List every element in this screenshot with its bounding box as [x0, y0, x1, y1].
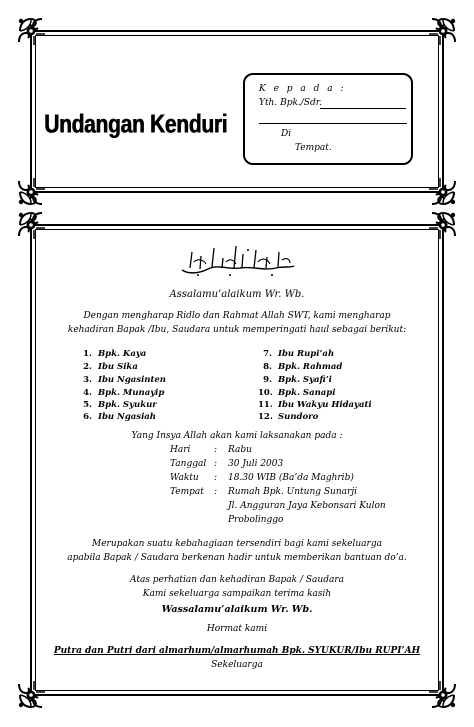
address-box [243, 73, 413, 165]
ornament-corner-icon [428, 680, 458, 710]
thanks-line-2: Kami sekeluarga sampaikan terima kasih [142, 589, 332, 599]
event-place-city: Probolinggo [228, 515, 284, 525]
signer-line: Putra dan Putri dari almarhum/almarhumah Bpk. SYUKUR/Ibu RUPI’AH [53, 646, 421, 656]
event-date: Tanggal : 30 Juli 2003 [170, 459, 284, 469]
ornament-corner-icon [16, 680, 46, 710]
ornament-corner-icon [16, 177, 46, 207]
list-item: 5. Bpk. Syukur [83, 400, 157, 410]
recipient-line-2 [259, 123, 407, 124]
tempat-label: Tempat. [295, 143, 332, 153]
list-item: 8. Bpk. Rahmad [263, 362, 343, 372]
ornament-corner-icon [428, 177, 458, 207]
list-item: 6. Ibu Ngasiah [83, 412, 156, 422]
bismillah-calligraphy-icon [178, 242, 298, 278]
family-label: Sekeluarga [211, 660, 263, 670]
ornament-corner-icon [16, 210, 46, 240]
event-place-address: Jl. Angguran Jaya Kebonsari Kulon [228, 501, 386, 511]
closing-line-2: apabila Bapak / Saudara berkenan hadir untuk memberikan bantuan do’a. [67, 553, 407, 563]
list-item: 2. Ibu Sika [83, 362, 138, 372]
list-item: 1. Bpk. Kaya [83, 349, 147, 359]
salam-opening: Assalamu’alaikum Wr. Wb. [169, 289, 305, 300]
list-item: 11. Ibu Wakyu Hidayati [258, 400, 372, 410]
event-intro: Yang Insya Allah akan kami laksanakan pada : [131, 431, 343, 441]
list-item: 12. Sundoro [258, 412, 319, 422]
event-place: Tempat : Rumah Bpk. Untung Sunarji [170, 487, 357, 497]
ornament-corner-icon [428, 210, 458, 240]
salam-closing: Wassalamu’alaikum Wr. Wb. [161, 604, 313, 615]
recipient-line [320, 108, 406, 109]
list-item: 3. Ibu Ngasinten [83, 375, 166, 385]
list-item: 10. Bpk. Sanapi [258, 388, 336, 398]
ornament-corner-icon [16, 16, 46, 46]
recipient-label: Yth. Bpk./Sdr. [259, 98, 322, 108]
hormat-kami: Hormat kami [206, 624, 268, 634]
list-item: 7. Ibu Rupi’ah [263, 349, 335, 359]
di-label: Di [281, 129, 292, 139]
ornament-corner-icon [428, 16, 458, 46]
event-day: Hari : Rabu [170, 445, 252, 455]
intro-line-2: kehadiran Bapak /Ibu, Saudara untuk memperingati haul sebagai berikut: [67, 325, 407, 335]
invitation-title: Undangan Kenduri [44, 110, 228, 139]
kepada-label: K e p a d a : [259, 84, 347, 94]
event-time: Waktu : 18.30 WIB (Ba’da Maghrib) [170, 473, 354, 483]
thanks-line-1: Atas perhatian dan kehadiran Bapak / Saudara [129, 575, 344, 585]
intro-line-1: Dengan mengharap Ridlo dan Rahmat Allah SWT, kami mengharap [83, 311, 391, 321]
list-item: 4. Bpk. Munayip [83, 388, 165, 398]
closing-line-1: Merupakan suatu kebahagiaan tersendiri bagi kami sekeluarga [92, 539, 382, 549]
list-item: 9. Bpk. Syafi’i [263, 375, 332, 385]
